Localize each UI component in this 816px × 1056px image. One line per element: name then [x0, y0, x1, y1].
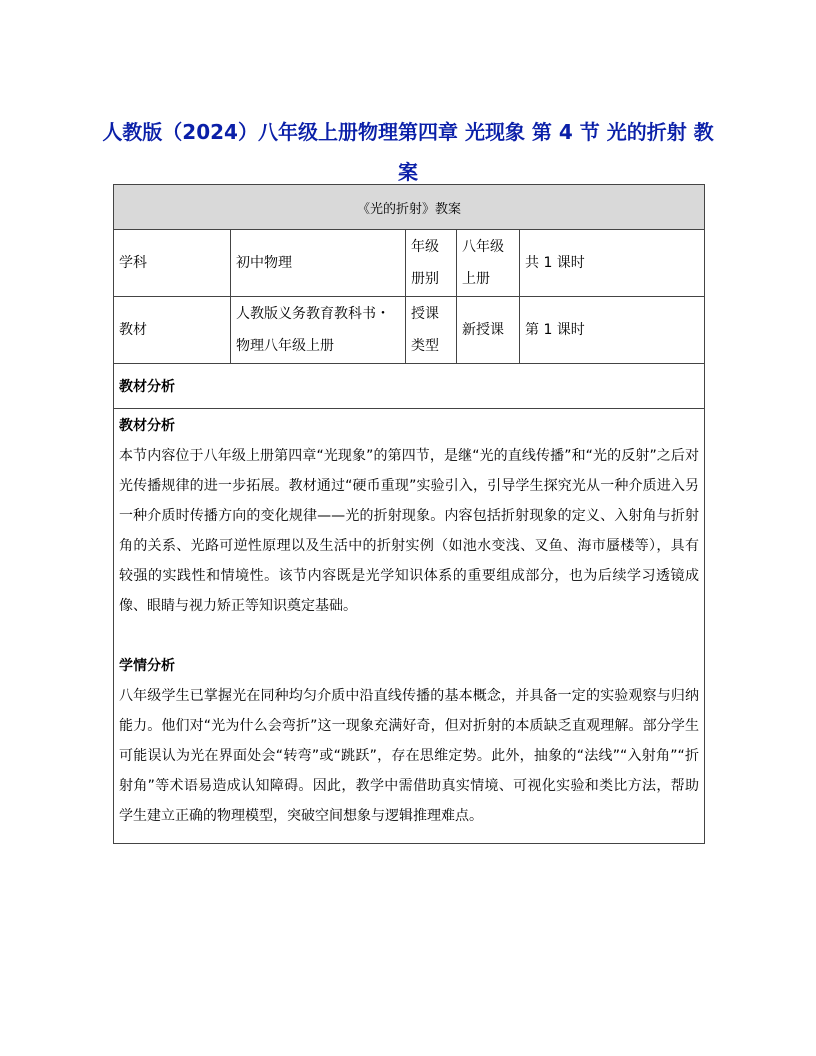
textbook-label: 教材	[114, 297, 231, 364]
table-header: 《光的折射》教案	[114, 185, 705, 230]
students-heading: 学情分析	[119, 658, 175, 674]
info-row-textbook	[114, 297, 705, 364]
subject-value: 初中物理	[231, 230, 406, 297]
lesson-type-value: 新授课	[457, 297, 520, 364]
paragraph-spacer	[119, 621, 699, 651]
analysis-text: 本节内容位于八年级上册第四章“光现象”的第四节，是继“光的直线传播”和“光的反射”之后对光传播规律的进一步拓展。教材通过“硬币重现”实验引入，引导学生探究光从一种介质进入另一种介质时传播方向的变化规律——光的折射现象。内容包括折射现象的定义、入射角与折射角的关系、光路可逆性原理以及生活中的折射实例（如池水变浅、叉鱼、海市蜃楼等），具有较强的实践性和情境性。该节内容既是光学知识体系的重要组成部分，也为后续学习透镜成像、眼睛与视力矫正等知识奠定基础。	[119, 448, 700, 614]
lesson-plan-table	[113, 184, 705, 844]
section-heading: 教材分析	[114, 364, 705, 409]
grade-label: 年级册别	[406, 230, 457, 297]
info-row-subject	[114, 230, 705, 297]
analysis-heading: 教材分析	[119, 418, 175, 434]
students-text: 八年级学生已掌握光在同种均匀介质中沿直线传播的基本概念，并具备一定的实验观察与归纳能力。他们对“光为什么会弯折”这一现象充满好奇，但对折射的本质缺乏直观理解。部分学生可能误认为光在界面处会“转弯”或“跳跃”，存在思维定势。此外，抽象的“法线”“入射角”“折射角”等术语易造成认知障碍。因此，教学中需借助真实情境、可视化实验和类比方法，帮助学生建立正确的物理模型，突破空间想象与逻辑推理难点。	[119, 688, 700, 824]
total-hours-value: 共 1 课时	[520, 230, 705, 297]
document-title: 人教版（2024）八年级上册物理第四章 光现象 第 4 节 光的折射 教案	[102, 120, 714, 184]
lesson-type-label: 授课类型	[406, 297, 457, 364]
subject-label: 学科	[114, 230, 231, 297]
lesson-hour-value: 第 1 课时	[520, 297, 705, 364]
textbook-value: 人教版义务教育教科书・物理八年级上册	[231, 297, 406, 364]
analysis-content	[114, 409, 705, 844]
grade-value: 八年级上册	[457, 230, 520, 297]
